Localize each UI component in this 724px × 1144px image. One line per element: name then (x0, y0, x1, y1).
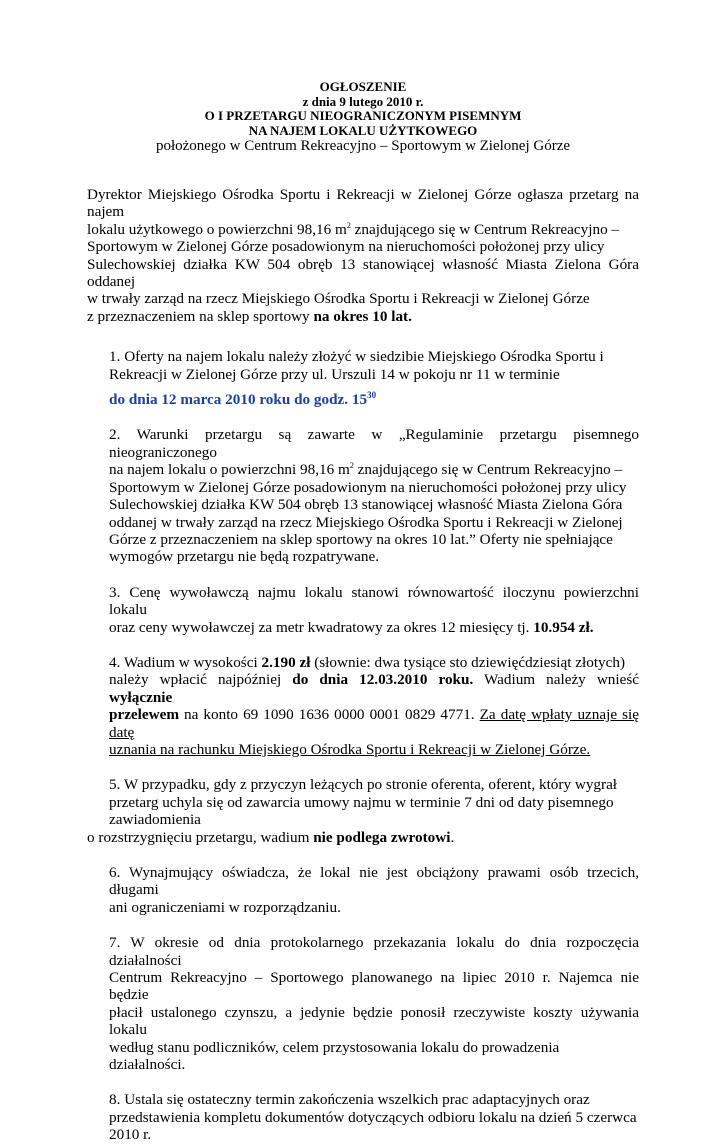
document-header (87, 80, 639, 155)
header-subject-line-2: NA NAJEM LOKALU UŻYTKOWEGO (248, 122, 478, 138)
point-5-continuation: o rozstrzygnięciu przetargu, wadium nie podlega zwrotowi. (87, 828, 455, 846)
document-page (87, 80, 639, 1144)
point-6: 6. Wynajmujący oświadcza, że lokal nie jest obciążony prawami osób trzecich, długami ani ograniczeniami w rozporządzaniu. (109, 864, 639, 916)
point-7: 7. W okresie od dnia protokolarnego przekazania lokalu do dnia rozpoczęcia działalności Centrum Rekreacyjno – Sportowego planowanego na lipiec 2010 r. Najemca nie będzie płacił ustalonego czynszu, a jedynie będzie ponosił rzeczywiste koszty używania lokalu według stanu podliczników, celem przystosowania lokalu do prowadzenia działalności. (109, 934, 639, 1074)
intro-paragraph: Dyrektor Miejskiego Ośrodka Sportu i Rekreacji w Zielonej Górze ogłasza przetarg na najem lokalu użytkowego o powierzchni 98,16 $m^2$ znajdującego się w Centrum Rekreacyjno – Sportowym w Zielonej Górze posadowionym na nieruchomości położonej przy ulicy Sulechowskiej działka KW 504 obręb 13 stanowiącej własność Miasta Zielona Góra oddanej w trwały zarząd na rzecz Miejskiego Ośrodka Sportu i Rekreacji w Zielonej Górze z przeznaczeniem na sklep sportowy na okres 10 lat. (87, 186, 639, 325)
submission-deadline: do dnia 12 marca 2010 roku do godz. $15^{30}$ (109, 390, 377, 409)
header-date: z dnia 9 lutego 2010 r. (302, 93, 424, 109)
point-4: 4. Wadium w wysokości 2.190 zł (słownie: dwa tysiące sto dziewięćdziesiąt złotych) należy wpłacić najpóźniej do dnia 12.03.2010 roku. Wadium należy wnieść wyłącznie przelewem na konto 69 1090 1636 0000 0001 0829 4771. Za datę wpłaty uznaje się datę uznania na rachunku Miejskiego Ośrodka Sportu i Rekreacji w Zielonej Górze. (109, 653, 639, 758)
header-subject-line-1: O I PRZETARGU NIEOGRANICZONYM PISEMNYM (204, 108, 522, 123)
point-1: 1. Oferty na najem lokalu należy złożyć w siedzibie Miejskiego Ośrodka Sportu i Rekreacji w Zielonej Górze przy ul. Urszuli 14 w pokoju nr 11 w terminie (109, 348, 604, 383)
point-5: 5. W przypadku, gdy z przyczyn leżących po stronie oferenta, oferent, który wygrał przetarg uchyla się od zawarcia umowy najmu w terminie 7 dni od daty pisemnego zawiadomienia (109, 776, 618, 829)
header-location: położonego w Centrum Rekreacyjno – Sportowym w Zielonej Górze (155, 138, 571, 154)
point-3: 3. Cenę wywoławczą najmu lokalu stanowi równowartość iloczynu powierzchni lokalu oraz ceny wywoławczej za metr kwadratowy za okres 12 miesięcy tj. 10.954 zł. (109, 583, 639, 636)
header-title: OGŁOSZENIE (319, 79, 407, 94)
point-2: 2. Warunki przetargu są zawarte w „Regulaminie przetargu pisemnego nieograniczonego na najem lokalu o powierzchni 98,16 $m^2$ znajdującego się w Centrum Rekreacyjno – Sportowym w Zielonej Górze posadowionym na nieruchomości położonej przy ulicy Sulechowskiej działka KW 504 obręb 13 stanowiącej własność Miasta Zielona Góra oddanej w trwały zarząd na rzecz Miejskiego Ośrodka Sportu i Rekreacji w Zielonej Górze z przeznaczeniem na sklep sportowy na okres 10 lat.” Oferty nie spełniające wymogów przetargu nie będą rozpatrywane. (109, 426, 639, 566)
point-8: 8. Ustala się ostateczny termin zakończenia wszelkich prac adaptacyjnych oraz przedstawienia kompletu dokumentów dotyczących odbioru lokalu na dzień 5 czerwca 2010 r. (109, 1091, 637, 1144)
